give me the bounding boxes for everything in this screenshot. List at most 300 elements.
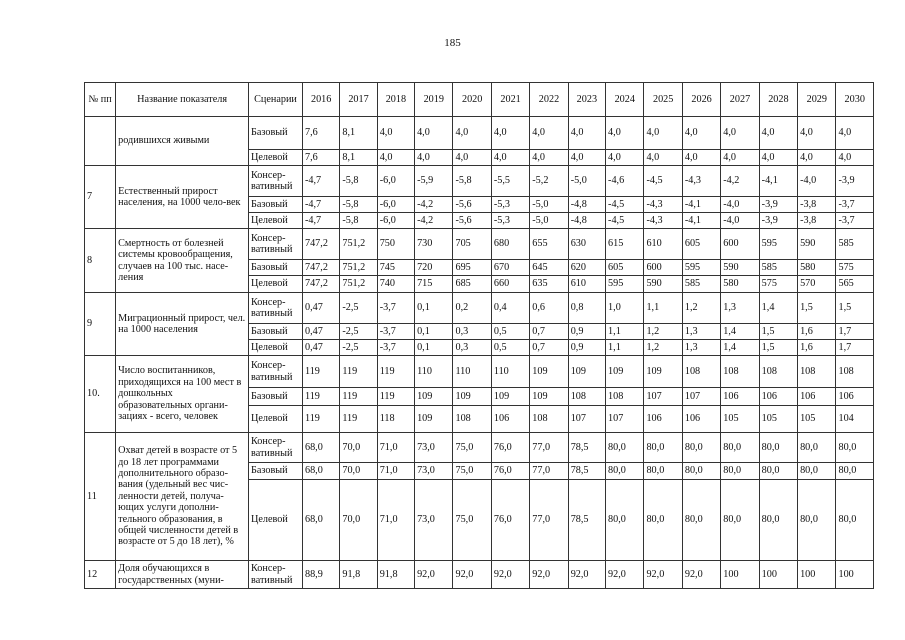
value-cell: 1,5 (798, 293, 836, 324)
value-cell: -5,3 (491, 213, 529, 229)
value-cell: 80,0 (682, 480, 720, 561)
value-cell: 4,0 (606, 117, 644, 150)
value-cell: 4,0 (721, 117, 759, 150)
value-cell: 92,0 (415, 561, 453, 589)
value-cell: 80,0 (798, 433, 836, 463)
value-cell: -4,3 (682, 166, 720, 197)
row-number: 10. (85, 356, 116, 433)
column-header: 2016 (302, 83, 339, 117)
value-cell: -4,2 (415, 197, 453, 213)
value-cell: 580 (798, 260, 836, 276)
value-cell: 80,0 (759, 480, 797, 561)
scenario-cell: Целевой (249, 340, 303, 356)
value-cell: 605 (606, 260, 644, 276)
indicator-name: Число воспитанников, приходящихся на 100 мест в дошкольных образовательных органи-зациях - всего, человек (116, 356, 249, 433)
column-header: 2023 (568, 83, 605, 117)
indicator-name: Охват детей в возрасте от 5 до 18 лет программами дополнительного образо-вания (удельный вес чис-ленности детей, получа-ющих услуги дополни-тельного образования, в общей численности детей в возрасте от 5 до 18 лет), % (116, 433, 249, 561)
value-cell: -3,9 (759, 197, 797, 213)
scenario-cell: Базовый (249, 197, 303, 213)
value-cell: 747,2 (302, 260, 339, 276)
value-cell: -4,6 (606, 166, 644, 197)
value-cell: -5,2 (530, 166, 568, 197)
value-cell: 71,0 (377, 463, 414, 480)
value-cell: 92,0 (453, 561, 491, 589)
value-cell: 109 (530, 356, 568, 388)
value-cell: -4,0 (721, 197, 759, 213)
value-cell: 1,6 (798, 340, 836, 356)
value-cell: -3,8 (798, 197, 836, 213)
value-cell: 80,0 (721, 480, 759, 561)
row-number (85, 117, 116, 166)
value-cell: -4,0 (798, 166, 836, 197)
value-cell: 590 (644, 276, 682, 293)
scenario-cell: Консер-вативный (249, 229, 303, 260)
value-cell: 8,1 (340, 117, 377, 150)
value-cell: -3,7 (377, 293, 414, 324)
value-cell: 106 (759, 388, 797, 406)
value-cell: 110 (415, 356, 453, 388)
value-cell: 77,0 (530, 433, 568, 463)
value-cell: 80,0 (644, 480, 682, 561)
indicator-name: Миграционный прирост, чел. на 1000 населения (116, 293, 249, 356)
value-cell: 715 (415, 276, 453, 293)
value-cell: 80,0 (644, 463, 682, 480)
value-cell: -4,3 (644, 213, 682, 229)
value-cell: -5,0 (568, 166, 605, 197)
value-cell: -5,8 (340, 197, 377, 213)
table-row (85, 356, 874, 388)
value-cell: 80,0 (606, 433, 644, 463)
value-cell: -4,7 (302, 166, 339, 197)
value-cell: 109 (453, 388, 491, 406)
value-cell: -3,7 (377, 340, 414, 356)
page-number: 185 (444, 37, 461, 49)
value-cell: 75,0 (453, 480, 491, 561)
column-header: № пп (85, 83, 116, 117)
value-cell: -4,5 (606, 213, 644, 229)
value-cell: 106 (682, 406, 720, 433)
value-cell: 600 (721, 229, 759, 260)
value-cell: 80,0 (798, 463, 836, 480)
value-cell: 4,0 (530, 150, 568, 166)
value-cell: 4,0 (836, 150, 874, 166)
value-cell: 630 (568, 229, 605, 260)
value-cell: 110 (491, 356, 529, 388)
value-cell: 4,0 (453, 117, 491, 150)
value-cell: 77,0 (530, 463, 568, 480)
value-cell: 4,0 (415, 117, 453, 150)
value-cell: 92,0 (491, 561, 529, 589)
value-cell: 108 (721, 356, 759, 388)
column-header: 2019 (415, 83, 453, 117)
value-cell: 75,0 (453, 463, 491, 480)
scenario-cell: Базовый (249, 260, 303, 276)
value-cell: 92,0 (682, 561, 720, 589)
value-cell: -3,9 (836, 166, 874, 197)
value-cell: 118 (377, 406, 414, 433)
value-cell: 1,0 (606, 293, 644, 324)
value-cell: 108 (453, 406, 491, 433)
value-cell: 751,2 (340, 260, 377, 276)
value-cell: 92,0 (644, 561, 682, 589)
scenario-cell: Целевой (249, 480, 303, 561)
value-cell: 108 (606, 388, 644, 406)
value-cell: 0,9 (568, 324, 605, 340)
value-cell: 73,0 (415, 463, 453, 480)
value-cell: 590 (721, 260, 759, 276)
value-cell: 109 (491, 388, 529, 406)
value-cell: 4,0 (491, 117, 529, 150)
value-cell: 75,0 (453, 433, 491, 463)
value-cell: 0,47 (302, 340, 339, 356)
scenario-cell: Консер-вативный (249, 356, 303, 388)
value-cell: -5,9 (415, 166, 453, 197)
column-header: 2028 (759, 83, 797, 117)
value-cell: -5,6 (453, 213, 491, 229)
value-cell: 1,4 (759, 293, 797, 324)
value-cell: -4,5 (644, 166, 682, 197)
value-cell: 0,9 (568, 340, 605, 356)
value-cell: 4,0 (682, 150, 720, 166)
value-cell: 4,0 (798, 117, 836, 150)
value-cell: 4,0 (568, 117, 605, 150)
value-cell: 620 (568, 260, 605, 276)
indicator-name: родившихся живыми (116, 117, 249, 166)
value-cell: 751,2 (340, 229, 377, 260)
column-header: 2030 (836, 83, 874, 117)
value-cell: 109 (530, 388, 568, 406)
value-cell: 1,1 (606, 340, 644, 356)
value-cell: 0,2 (453, 293, 491, 324)
column-header: Сценарии (249, 83, 303, 117)
value-cell: 107 (606, 406, 644, 433)
column-header: 2020 (453, 83, 491, 117)
value-cell: -5,8 (340, 213, 377, 229)
value-cell: 0,7 (530, 340, 568, 356)
value-cell: 0,4 (491, 293, 529, 324)
value-cell: 0,3 (453, 340, 491, 356)
value-cell: -4,8 (568, 213, 605, 229)
value-cell: -3,8 (798, 213, 836, 229)
header-row (85, 83, 874, 117)
value-cell: 645 (530, 260, 568, 276)
value-cell: 660 (491, 276, 529, 293)
value-cell: 108 (836, 356, 874, 388)
value-cell: 108 (568, 388, 605, 406)
value-cell: 109 (415, 388, 453, 406)
value-cell: 104 (836, 406, 874, 433)
value-cell: -4,7 (302, 197, 339, 213)
value-cell: 4,0 (644, 150, 682, 166)
value-cell: -3,7 (836, 197, 874, 213)
value-cell: 80,0 (606, 463, 644, 480)
value-cell: 610 (644, 229, 682, 260)
scenario-cell: Целевой (249, 406, 303, 433)
value-cell: -6,0 (377, 213, 414, 229)
value-cell: 590 (798, 229, 836, 260)
value-cell: 92,0 (530, 561, 568, 589)
value-cell: -5,8 (453, 166, 491, 197)
value-cell: 4,0 (415, 150, 453, 166)
value-cell: 106 (644, 406, 682, 433)
value-cell: -6,0 (377, 166, 414, 197)
value-cell: 705 (453, 229, 491, 260)
value-cell: -2,5 (340, 324, 377, 340)
value-cell: -4,5 (606, 197, 644, 213)
value-cell: 1,5 (836, 293, 874, 324)
scenario-cell: Консер-вативный (249, 561, 303, 589)
value-cell: 106 (798, 388, 836, 406)
value-cell: 119 (377, 388, 414, 406)
indicator-name: Естественный прирост населения, на 1000 чело-век (116, 166, 249, 229)
value-cell: 1,7 (836, 340, 874, 356)
value-cell: 119 (302, 356, 339, 388)
table-row (85, 293, 874, 324)
column-header: 2024 (606, 83, 644, 117)
value-cell: 747,2 (302, 229, 339, 260)
value-cell: 585 (682, 276, 720, 293)
value-cell: 78,5 (568, 433, 605, 463)
value-cell: 4,0 (453, 150, 491, 166)
column-header: 2027 (721, 83, 759, 117)
value-cell: 751,2 (340, 276, 377, 293)
value-cell: 0,6 (530, 293, 568, 324)
value-cell: 600 (644, 260, 682, 276)
value-cell: 108 (759, 356, 797, 388)
value-cell: -5,6 (453, 197, 491, 213)
indicator-name: Смертность от болезней системы кровообращения, случаев на 100 тыс. насе-ления (116, 229, 249, 293)
value-cell: 1,4 (721, 340, 759, 356)
column-header: Название показателя (116, 83, 249, 117)
value-cell: 92,0 (568, 561, 605, 589)
value-cell: -4,0 (721, 213, 759, 229)
value-cell: 4,0 (606, 150, 644, 166)
value-cell: 105 (798, 406, 836, 433)
column-header: 2026 (682, 83, 720, 117)
value-cell: 1,1 (644, 293, 682, 324)
value-cell: 0,1 (415, 324, 453, 340)
value-cell: 575 (836, 260, 874, 276)
value-cell: 119 (340, 356, 377, 388)
value-cell: -4,2 (721, 166, 759, 197)
value-cell: 0,1 (415, 340, 453, 356)
row-number: 12 (85, 561, 116, 589)
value-cell: -6,0 (377, 197, 414, 213)
value-cell: 4,0 (798, 150, 836, 166)
value-cell: 0,3 (453, 324, 491, 340)
value-cell: 610 (568, 276, 605, 293)
value-cell: 107 (568, 406, 605, 433)
table-row (85, 561, 874, 589)
scenario-cell: Целевой (249, 213, 303, 229)
value-cell: 747,2 (302, 276, 339, 293)
column-header: 2022 (530, 83, 568, 117)
value-cell: 605 (682, 229, 720, 260)
value-cell: 685 (453, 276, 491, 293)
value-cell: 0,47 (302, 293, 339, 324)
value-cell: 119 (340, 388, 377, 406)
value-cell: 1,5 (759, 340, 797, 356)
value-cell: 73,0 (415, 480, 453, 561)
value-cell: 0,5 (491, 340, 529, 356)
value-cell: 740 (377, 276, 414, 293)
indicator-name: Доля обучающихся в государственных (муни- (116, 561, 249, 589)
column-header: 2021 (491, 83, 529, 117)
value-cell: 4,0 (377, 150, 414, 166)
value-cell: 4,0 (721, 150, 759, 166)
value-cell: 655 (530, 229, 568, 260)
value-cell: 0,7 (530, 324, 568, 340)
value-cell: 80,0 (721, 463, 759, 480)
value-cell: 70,0 (340, 463, 377, 480)
value-cell: 1,1 (606, 324, 644, 340)
value-cell: 4,0 (377, 117, 414, 150)
value-cell: 80,0 (798, 480, 836, 561)
value-cell: 8,1 (340, 150, 377, 166)
row-number: 9 (85, 293, 116, 356)
scenario-cell: Базовый (249, 463, 303, 480)
value-cell: 595 (682, 260, 720, 276)
value-cell: 595 (759, 229, 797, 260)
value-cell: -5,0 (530, 213, 568, 229)
value-cell: 68,0 (302, 463, 339, 480)
value-cell: 119 (302, 406, 339, 433)
value-cell: 4,0 (759, 150, 797, 166)
value-cell: 78,5 (568, 463, 605, 480)
value-cell: 68,0 (302, 433, 339, 463)
value-cell: 585 (759, 260, 797, 276)
value-cell: 695 (453, 260, 491, 276)
value-cell: 109 (606, 356, 644, 388)
value-cell: 1,6 (798, 324, 836, 340)
value-cell: -2,5 (340, 293, 377, 324)
scenario-cell: Целевой (249, 150, 303, 166)
column-header: 2018 (377, 83, 414, 117)
table-row (85, 166, 874, 197)
column-header: 2029 (798, 83, 836, 117)
value-cell: -4,7 (302, 213, 339, 229)
value-cell: 580 (721, 276, 759, 293)
value-cell: 750 (377, 229, 414, 260)
value-cell: 4,0 (491, 150, 529, 166)
value-cell: 105 (721, 406, 759, 433)
scenario-cell: Базовый (249, 324, 303, 340)
row-number: 7 (85, 166, 116, 229)
value-cell: 91,8 (377, 561, 414, 589)
value-cell: 1,2 (644, 340, 682, 356)
value-cell: -3,7 (377, 324, 414, 340)
value-cell: 80,0 (606, 480, 644, 561)
value-cell: 108 (682, 356, 720, 388)
value-cell: 570 (798, 276, 836, 293)
value-cell: 119 (340, 406, 377, 433)
value-cell: -3,9 (759, 213, 797, 229)
value-cell: 100 (798, 561, 836, 589)
value-cell: 110 (453, 356, 491, 388)
value-cell: 106 (836, 388, 874, 406)
value-cell: 91,8 (340, 561, 377, 589)
value-cell: 680 (491, 229, 529, 260)
value-cell: 1,7 (836, 324, 874, 340)
value-cell: 119 (302, 388, 339, 406)
scenario-cell: Целевой (249, 276, 303, 293)
value-cell: 92,0 (606, 561, 644, 589)
value-cell: 119 (377, 356, 414, 388)
value-cell: 0,5 (491, 324, 529, 340)
value-cell: 76,0 (491, 463, 529, 480)
value-cell: 76,0 (491, 480, 529, 561)
value-cell: 108 (798, 356, 836, 388)
value-cell: -4,1 (759, 166, 797, 197)
value-cell: -2,5 (340, 340, 377, 356)
value-cell: 575 (759, 276, 797, 293)
value-cell: 109 (415, 406, 453, 433)
value-cell: 720 (415, 260, 453, 276)
column-header: 2017 (340, 83, 377, 117)
value-cell: 1,4 (721, 324, 759, 340)
value-cell: 80,0 (682, 463, 720, 480)
value-cell: 4,0 (759, 117, 797, 150)
value-cell: 635 (530, 276, 568, 293)
value-cell: -4,8 (568, 197, 605, 213)
value-cell: 70,0 (340, 480, 377, 561)
indicators-table (84, 82, 874, 589)
row-number: 11 (85, 433, 116, 561)
value-cell: 745 (377, 260, 414, 276)
value-cell: 108 (530, 406, 568, 433)
value-cell: 615 (606, 229, 644, 260)
value-cell: 68,0 (302, 480, 339, 561)
value-cell: 80,0 (759, 433, 797, 463)
value-cell: 107 (644, 388, 682, 406)
value-cell: 107 (682, 388, 720, 406)
value-cell: 76,0 (491, 433, 529, 463)
value-cell: 105 (759, 406, 797, 433)
value-cell: 73,0 (415, 433, 453, 463)
value-cell: 0,47 (302, 324, 339, 340)
value-cell: 109 (644, 356, 682, 388)
value-cell: 1,3 (682, 340, 720, 356)
value-cell: -5,3 (491, 197, 529, 213)
value-cell: 7,6 (302, 150, 339, 166)
table-row (85, 117, 874, 150)
value-cell: 80,0 (721, 433, 759, 463)
value-cell: 0,8 (568, 293, 605, 324)
value-cell: 70,0 (340, 433, 377, 463)
value-cell: 78,5 (568, 480, 605, 561)
value-cell: 595 (606, 276, 644, 293)
column-header: 2025 (644, 83, 682, 117)
value-cell: 106 (491, 406, 529, 433)
value-cell: 88,9 (302, 561, 339, 589)
value-cell: 1,3 (721, 293, 759, 324)
value-cell: 77,0 (530, 480, 568, 561)
value-cell: -4,1 (682, 213, 720, 229)
value-cell: 730 (415, 229, 453, 260)
value-cell: -4,3 (644, 197, 682, 213)
value-cell: 80,0 (836, 463, 874, 480)
value-cell: 109 (568, 356, 605, 388)
value-cell: 80,0 (682, 433, 720, 463)
value-cell: -4,1 (682, 197, 720, 213)
value-cell: 1,3 (682, 324, 720, 340)
value-cell: 4,0 (682, 117, 720, 150)
value-cell: -4,2 (415, 213, 453, 229)
table-row (85, 229, 874, 260)
value-cell: -3,7 (836, 213, 874, 229)
value-cell: 0,1 (415, 293, 453, 324)
table-body (85, 117, 874, 589)
